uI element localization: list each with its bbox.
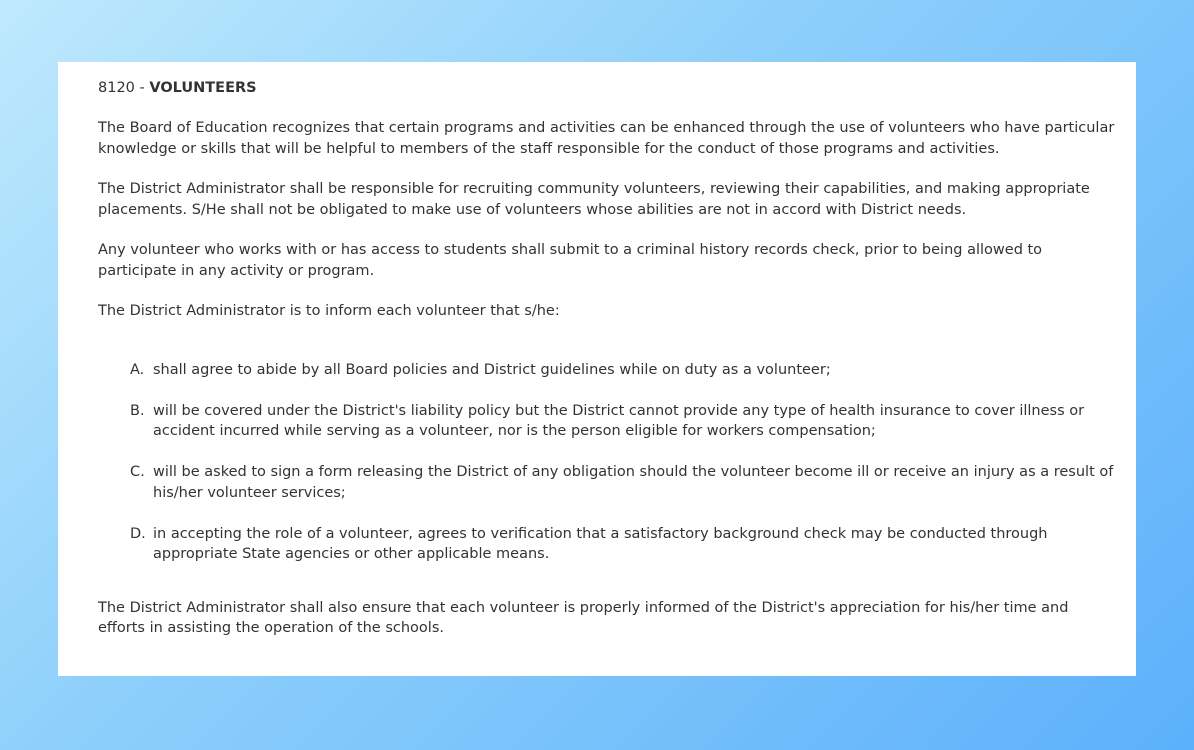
policy-heading (98, 78, 1116, 98)
list-item (98, 524, 1116, 565)
volunteer-obligations-list (98, 360, 1116, 565)
paragraph-list-intro: The District Administrator is to inform each volunteer that s/he: (98, 303, 560, 319)
list-item-text: in accepting the role of a volunteer, agrees to verification that a satisfactory background check may be conducted through appropriate State agencies or other applicable means. (153, 525, 1048, 562)
heading-separator: - (134, 80, 150, 96)
list-marker: D. (130, 525, 146, 542)
list-marker: B. (130, 402, 145, 419)
list-item (98, 401, 1116, 442)
list-item-text: will be asked to sign a form releasing the District of any obligation should the volunteer become ill or receive an injury as a result of his/her volunteer services; (153, 464, 1114, 501)
list-item (98, 462, 1116, 503)
list-item-text: will be covered under the District's liability policy but the District cannot provide any type of health insurance to cover illness or accident incurred while serving as a volunteer, nor is the person eligible for workers compensation; (153, 402, 1085, 439)
policy-document (58, 62, 1136, 676)
list-marker: A. (130, 361, 145, 378)
paragraph-purpose: The Board of Education recognizes that certain programs and activities can be enhanced through the use of volunteers who have particular knowledge or skills that will be helpful to members of the staff responsible for the conduct of those programs and activities. (98, 120, 1115, 157)
paragraph-closing: The District Administrator shall also ensure that each volunteer is properly informed of the District's appreciation for his/her time and efforts in assisting the operation of the schools. (98, 599, 1069, 636)
list-item (98, 360, 1116, 381)
list-marker: C. (130, 464, 145, 480)
policy-title: VOLUNTEERS (149, 80, 257, 96)
paragraph-background-check: Any volunteer who works with or has access to students shall submit to a criminal history records check, prior to being allowed to participate in any activity or program. (98, 242, 1043, 279)
policy-code: 8120 (98, 80, 135, 96)
paragraph-responsibility: The District Administrator shall be responsible for recruiting community volunteers, reviewing their capabilities, and making appropriate placements. S/He shall not be obligated to make use of volunteers whose abilities are not in accord with District needs. (98, 181, 1090, 218)
list-item-text: shall agree to abide by all Board policies and District guidelines while on duty as a volunteer; (153, 361, 831, 378)
